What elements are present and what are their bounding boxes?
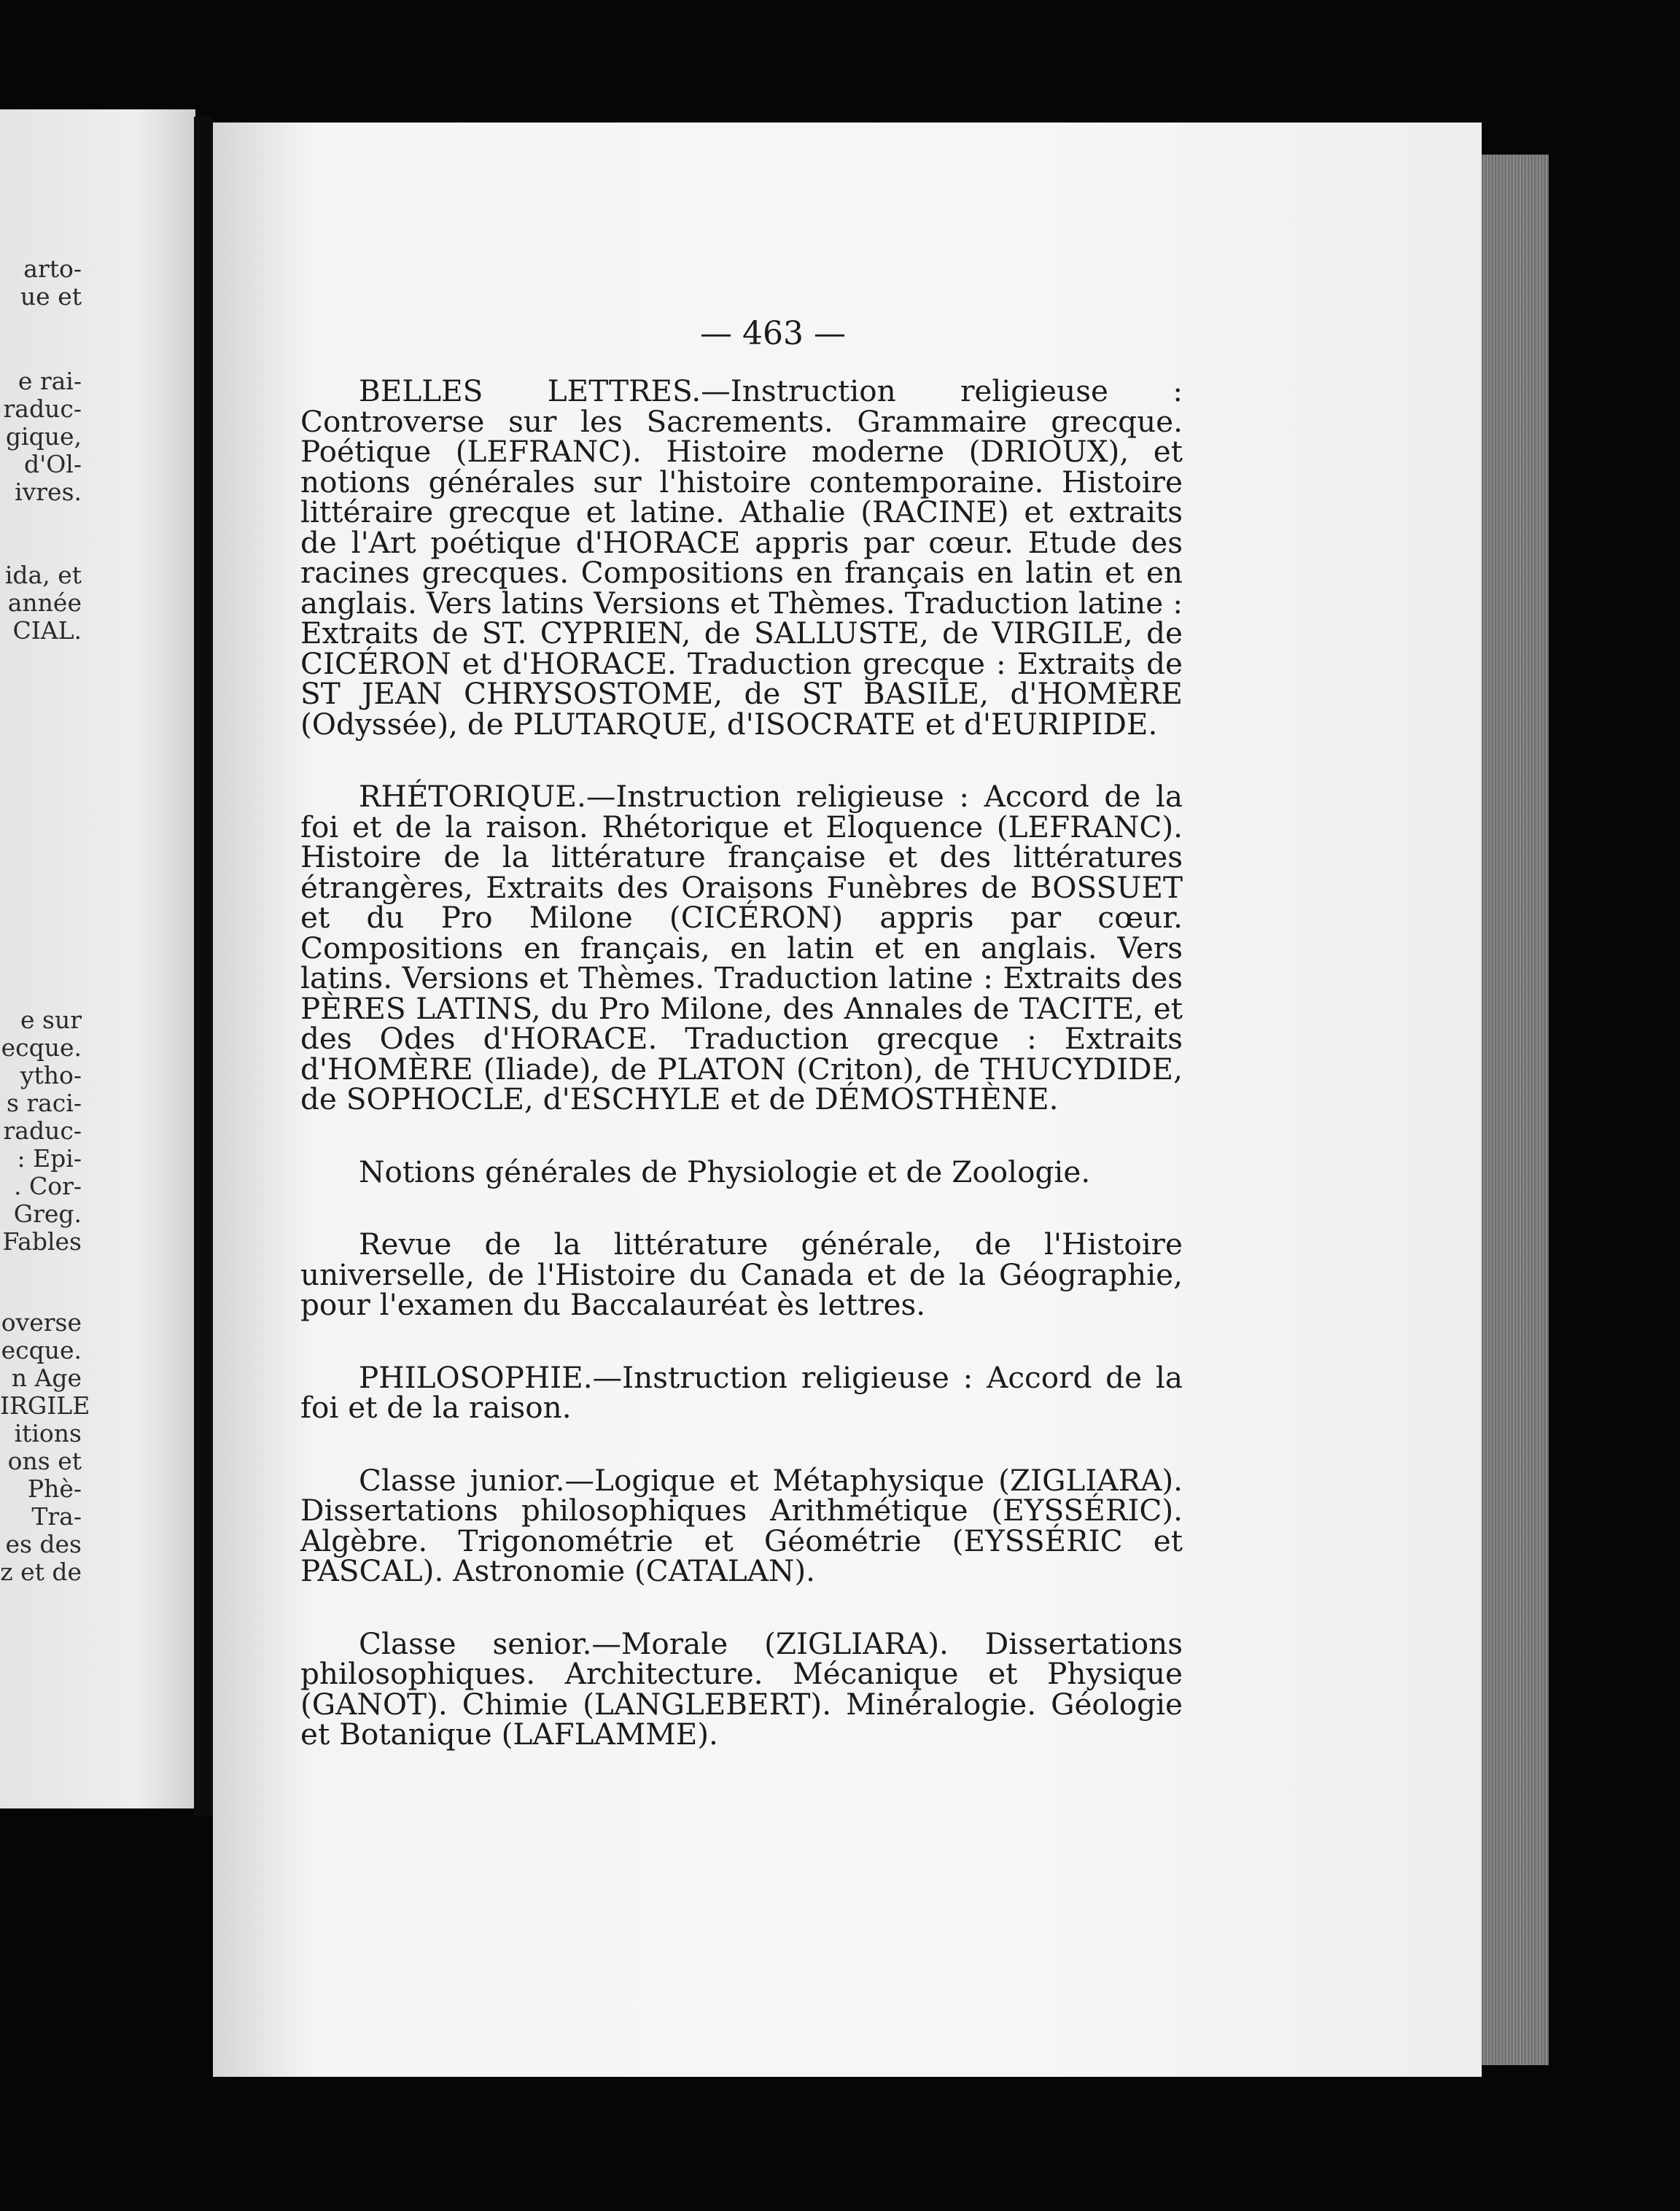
left-page-fragment: n Age [11, 1364, 82, 1392]
left-page-fragment: itions [14, 1419, 82, 1448]
left-page-fragment: Tra- [31, 1502, 82, 1531]
section-philosophie: PHILOSOPHIE.—Instruction religieuse : Accord de la foi et de la raison. [300, 1359, 1183, 1425]
left-page-fragment: arto- [23, 254, 82, 283]
left-page [0, 109, 195, 1808]
left-page-fragment: es des [5, 1530, 82, 1558]
left-page-fragment: CIAL. [12, 616, 82, 645]
left-page-fragment: . Cor- [13, 1172, 82, 1200]
left-page-fragment: : Epi- [17, 1144, 82, 1173]
section-classe-senior: Classe senior.—Morale (ZIGLIARA). Dissertations philosophiques. Architecture. Mécanique et Physique (GANOT). Chimie (LANGLEBERT). Minéralogie. Géologie et Botanique (LAFLAMME). [300, 1625, 1183, 1752]
left-page-fragment: Greg. [13, 1200, 82, 1228]
left-page-fragment: ivres. [15, 478, 82, 506]
left-page-fragment: z et de [0, 1558, 82, 1586]
left-page-fragment: e sur [20, 1006, 82, 1034]
section-physiologie: Notions générales de Physiologie et de Zoologie. [359, 1154, 1091, 1189]
left-page-fragment: IRGILE [0, 1391, 90, 1420]
left-page-fragment: Fables [2, 1227, 82, 1256]
page-number: — 463 — [700, 315, 846, 352]
left-page-fragment: e rai- [18, 367, 82, 395]
left-page-fragment: raduc- [3, 1116, 82, 1145]
left-page-fragment: raduc- [3, 395, 82, 423]
page-edges [1482, 155, 1549, 2065]
page-text [300, 373, 1183, 1752]
left-page-fragment: s raci- [6, 1089, 82, 1117]
section-rhetorique: RHÉTORIQUE.—Instruction religieuse : Accord de la foi et de la raison. Rhétorique et Eloquence (LEFRANC). Histoire de la littérature française et des littératures étrangères, Extraits des Oraisons Funèbres de BOSSUET et du Pro Milone (CICÉRON) appris par cœur. Compositions en français, en latin et en anglais. Vers latins. Versions et Thèmes. Traduction latine : Extraits des PÈRES LATINS, du Pro Milone, des Annales de TACITE, et des Odes d'HORACE. Traduction grecque : Extraits d'HOMÈRE (Iliade), de PLATON (Criton), de THUCYDIDE, de SOPHOCLE, d'ESCHYLE et de DÉMOSTHÈNE. [300, 779, 1183, 1116]
left-page-fragment: ytho- [20, 1061, 82, 1089]
left-page-fragment: overse [1, 1308, 82, 1337]
book-gutter [194, 117, 213, 1816]
left-page-fragment: année [7, 588, 82, 617]
left-page-fragment: ons et [7, 1447, 82, 1475]
left-page-fragment: ida, et [4, 561, 82, 589]
left-page-fragment: gique, [5, 422, 82, 451]
left-page-fragment: ecque. [1, 1033, 82, 1062]
left-page-fragment: Phè- [27, 1474, 82, 1503]
left-page-fragment: ecque. [1, 1336, 82, 1364]
left-page-fragment: ue et [20, 282, 82, 311]
section-revue: Revue de la littérature générale, de l'Histoire universelle, de l'Histoire du Canada et de la Géographie, pour l'examen du Baccalauréat ès lettres. [300, 1227, 1183, 1322]
section-belles-lettres: BELLES LETTRES.—Instruction religieuse : Controverse sur les Sacrements. Grammaire grecque. Poétique (LEFRANC). Histoire moderne (DRIOUX), et notions générales sur l'histoire contemporaine. Histoire littéraire grecque et latine. Athalie (RACINE) et extraits de l'Art poétique d'HORACE appris par cœur. Etude des racines grecques. Compositions en français en latin et en anglais. Vers latins Versions et Thèmes. Traduction latine : Extraits de ST. CYPRIEN, de SALLUSTE, de VIRGILE, de CICÉRON et d'HORACE. Traduction grecque : Extraits de ST JEAN CHRYSOSTOME, de ST BASILE, d'HOMÈRE (Odyssée), de PLUTARQUE, d'ISOCRATE et d'EURIPIDE. [300, 373, 1183, 742]
section-classe-junior: Classe junior.—Logique et Métaphysique (ZIGLIARA). Dissertations philosophiques Arithmétique (EYSSÉRIC). Algèbre. Trigonométrie et Géométrie (EYSSÉRIC et PASCAL). Astronomie (CATALAN). [300, 1462, 1183, 1588]
left-page-fragment: d'Ol- [24, 450, 82, 478]
